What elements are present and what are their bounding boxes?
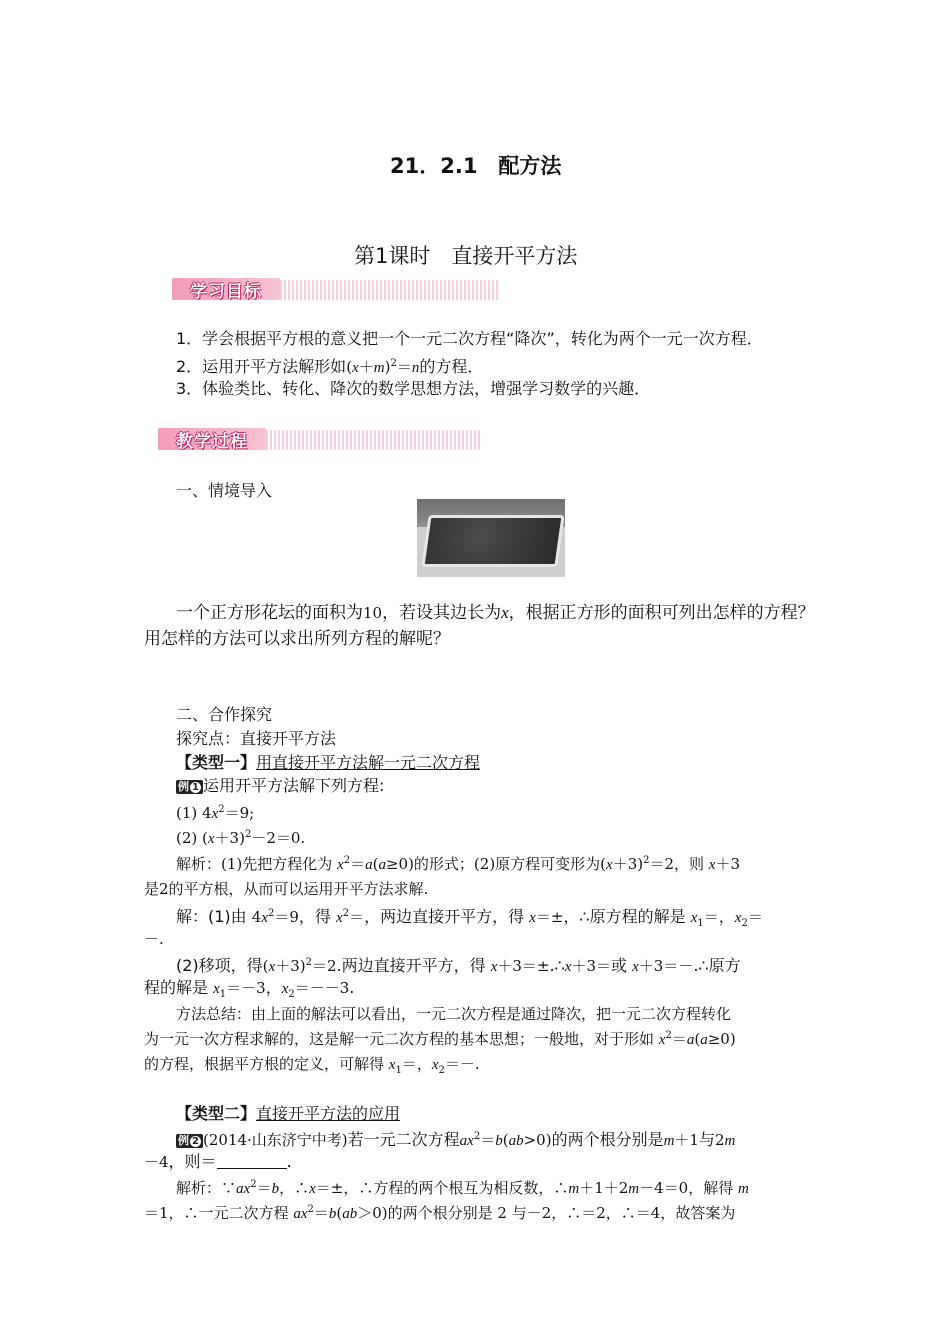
intro-paragraph-line2: 用怎样的方法可以求出所列方程的解呢？ xyxy=(144,629,450,649)
goal-1: 1．学会根据平方根的意义把一个一元二次方程“降次”，转化为两个一元一次方程． xyxy=(176,329,763,348)
goal-2-text: 2．运用开平方法解形如 xyxy=(176,357,347,376)
page-title: 21．2.1 配方法 xyxy=(390,154,562,178)
type2-heading: 【类型二】直接开平方法的应用 xyxy=(176,1104,401,1123)
example1-eq1: (1) $4x^2=9$; xyxy=(176,804,255,822)
flowerbed-photo xyxy=(417,499,565,577)
intro-paragraph: 一个正方形花坛的面积为10，若设其边长为x，根据正方形的面积可列出怎样的方程？ xyxy=(176,603,815,623)
process-banner-label: 教学过程 xyxy=(176,432,248,452)
example-badge: 例 2 xyxy=(176,1134,203,1148)
example1-eq2: (2) $(x+3)^2-2=0$. xyxy=(176,829,306,847)
type1-heading: 【类型一】用直接开平方法解一元二次方程 xyxy=(176,753,481,772)
example2-line2: －4，则＝ . xyxy=(144,1152,292,1171)
method-summary-line1: 方法总结：由上面的解法可以看出，一元二次方程是通过降次，把一元二次方程转化 xyxy=(176,1005,732,1023)
analysis-line2: 是2的平方根，从而可以运用开平方法求解. xyxy=(144,880,429,898)
section-explore-heading: 二、合作探究 xyxy=(176,705,273,724)
solution2-line2: 程的解是 $x_1=-3$，$x_2=--3$. xyxy=(144,978,355,1000)
explore-point: 探究点：直接开平方法 xyxy=(176,729,337,748)
solution2-line1: (2)移项，得$(x+3)^2=2$.两边直接开平方，得 x＋3＝±.∴x＋3＝或 x＋3＝－.∴原方 xyxy=(176,956,741,975)
process-banner xyxy=(158,426,480,452)
example-badge: 例 1 xyxy=(176,780,203,794)
goals-banner xyxy=(172,276,498,302)
goal-3: 3．体验类比、转化、降次的数学思想方法，增强学习数学的兴趣． xyxy=(176,379,651,398)
analysis2-line2: ＝1，∴一元二次方程 $ax^2=b(ab>0)$的两个根分别是 2 与－2，∴＝2，∴＝4，故答案为 xyxy=(144,1204,736,1222)
lesson-subtitle: 第1课时 直接开平方法 xyxy=(354,244,578,268)
goals-banner-label: 学习目标 xyxy=(190,282,262,302)
solution1-line2: －. xyxy=(144,930,164,948)
example2-prompt: 例 2 (2014·山东济宁中考)若一元二次方程$ax^2=b(ab>0)$的两个根分别是m＋1与2m xyxy=(178,1130,736,1149)
section-intro-heading: 一、情境导入 xyxy=(176,481,273,500)
example1-prompt: 例 1 运用开平方法解下列方程: xyxy=(178,776,385,795)
analysis-line1: 解析：(1)先把方程化为 $x^2=a(a\ge 0)$的形式；(2)原方程可变形为$(x+3)^2=2$，则 x＋3 xyxy=(176,855,741,873)
analysis2-line1: 解析：$\because ax^2=b$，∴x＝±，∴方程的两个根互为相反数，∴m＋1＋2m－4＝0，解得 m xyxy=(176,1179,749,1197)
goal-2: 2．运用开平方法解形如$(x+m)^2=n$的方程． xyxy=(176,357,484,376)
solution1-line1: 解：(1)由 $4x^2=9$，得 $x^2=$，两边直接开平方，得 x＝±，∴原方程的解是 $x_1=$，$x_2=$ xyxy=(176,907,763,929)
method-summary-line2: 为一元一次方程求解的，这是解一元二次方程的基本思想；一般地，对于形如 $x^2=a(a\ge 0)$ xyxy=(144,1030,736,1048)
method-summary-line3: 的方程，根据平方根的定义，可解得 $x_1=$，$x_2=-$. xyxy=(144,1055,480,1076)
goal-2-tail: 的方程． xyxy=(419,357,484,376)
